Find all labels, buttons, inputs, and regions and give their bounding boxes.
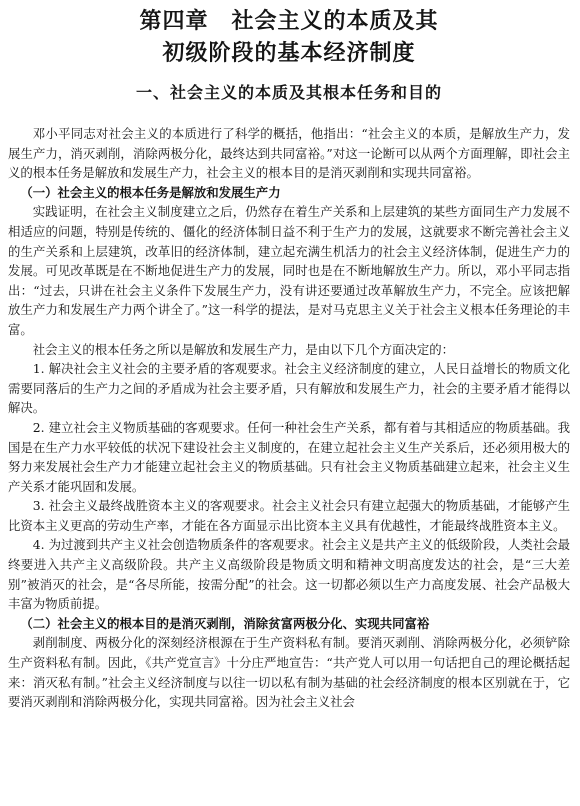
paragraph-practice-proves: 实践证明，在社会主义制度建立之后，仍然存在着生产关系和上层建筑的某些方面同生产力发展不相适应的问题，特别是传统的、僵化的经济体制日益不利于生产力的发展，这就要求不断完善社会主义的生产关系和上层建筑，改革旧的经济体制，建立起充满生机活力的社会主义经济体制，促进生产力的发展。可见改革既是在不断地促进生产力的发展，同时也是在不断地解放生产力。所以，邓小平同志指出：“过去，只讲在社会主义条件下发展生产力，没有讲还要通过改革解放生产力，不完全。应该把解放生产力和发展生产力两个讲全了。”这一科学的提法，是对马克思主义关于社会主义根本任务理论的丰富。	[8, 204, 570, 337]
paragraph-reasons-intro: 社会主义的根本任务之所以是解放和发展生产力，是由以下几个方面决定的：	[32, 341, 455, 357]
chapter-title	[8, 6, 570, 70]
intro-paragraph: 邓小平同志对社会主义的本质进行了科学的概括，他指出：“社会主义的本质，是解放生产力，发展生产力，消灭剥削，消除两极分化，最终达到共同富裕。”对这一论断可以从两个方面理解，即社会主义的根本任务是解放和发展生产力，社会主义的根本目的是消灭剥削和实现共同富裕。	[8, 126, 570, 181]
paragraph-point-3: 3. 社会主义最终战胜资本主义的客观要求。社会主义社会只有建立起强大的物质基础，才能够产生比资本主义更高的劳动生产率，才能在各方面显示出比资本主义具有优越性，才能最终战胜资本主义。	[8, 498, 570, 533]
section-title: 一、社会主义的本质及其根本任务和目的	[135, 83, 442, 102]
paragraph-point-1: 1. 解决社会主义社会的主要矛盾的客观要求。社会主义经济制度的建立，人民日益增长的物质文化需要同落后的生产力之间的矛盾成为社会主要矛盾，只有解放和发展生产力，社会的主要矛盾才能得以解决。	[8, 361, 570, 416]
subheading-fundamental-purpose: （二）社会主义的根本目的是消灭剥削，消除贫富两极分化、实现共同富裕	[20, 615, 430, 631]
paragraph-point-2: 2. 建立社会主义物质基础的客观要求。任何一种社会生产关系，都有着与其相适应的物质基础。我国是在生产力水平较低的状况下建设社会主义制度的，在建立起社会主义生产关系后，还必须用极大的努力来发展社会生产力才能建立起社会主义的物质基础。只有社会主义物质基础建立起来，社会主义生产关系才能巩固和发展。	[8, 419, 570, 494]
subheading-fundamental-task: （一）社会主义的根本任务是解放和发展生产力	[20, 184, 281, 200]
chapter-title-line-2: 初级阶段的基本经济制度	[162, 41, 416, 66]
paragraph-exploitation-roots: 剥削制度、两极分化的深刻经济根源在于生产资料私有制。要消灭剥削、消除两极分化，必须铲除生产资料私有制。因此，《共产党宣言》十分庄严地宣告：“共产党人可以用一句话把自己的理论概括起来：消灭私有制。”社会主义经济制度与以往一切以私有制为基础的社会经济制度的根本区别就在于，它要消灭剥削和消除两极分化，实现共同富裕。因为社会主义社会	[8, 635, 570, 710]
chapter-title-line-1: 第四章 社会主义的本质及其	[139, 9, 439, 34]
paragraph-point-4: 4. 为过渡到共产主义社会创造物质条件的客观要求。社会主义是共产主义的低级阶段，人类社会最终要进入共产主义高级阶段。共产主义高级阶段是物质文明和精神文明高度发达的社会，是“三大差别”被消灭的社会，是“各尽所能，按需分配”的社会。这一切都必须以生产力高度发展、社会产品极大丰富为物质前提。	[8, 537, 570, 612]
